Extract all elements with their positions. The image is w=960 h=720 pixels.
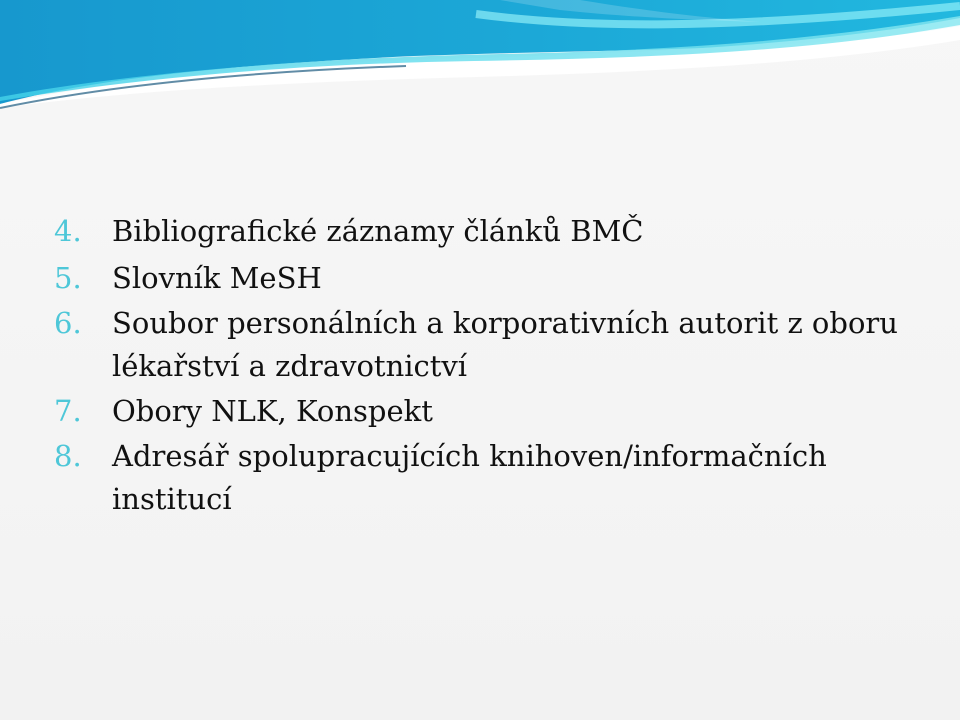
numbered-list (54, 208, 904, 521)
list-number-4: 4. (54, 214, 82, 248)
list-text-8: Adresář spolupracujících knihoven/informačních institucí (112, 439, 827, 516)
list-text-6: Soubor personálních a korporativních autorit z oboru lékařství a zdravotnictví (112, 306, 898, 383)
list-text-5: Slovník MeSH (112, 261, 322, 295)
list-item-5 (54, 255, 904, 302)
list-text-7: Obory NLK, Konspekt (112, 394, 433, 428)
list-number-5: 5. (54, 261, 82, 295)
list-number-8: 8. (54, 439, 82, 473)
list-item-4 (54, 208, 904, 255)
list-number-6: 6. (54, 306, 82, 340)
header-wave-graphic (0, 0, 960, 120)
list-item-7 (54, 388, 904, 435)
list-item-8 (54, 435, 904, 521)
list-number-7: 7. (54, 394, 82, 428)
list-item-6 (54, 302, 904, 388)
list-text-4: Bibliografické záznamy článků BMČ (112, 214, 644, 248)
